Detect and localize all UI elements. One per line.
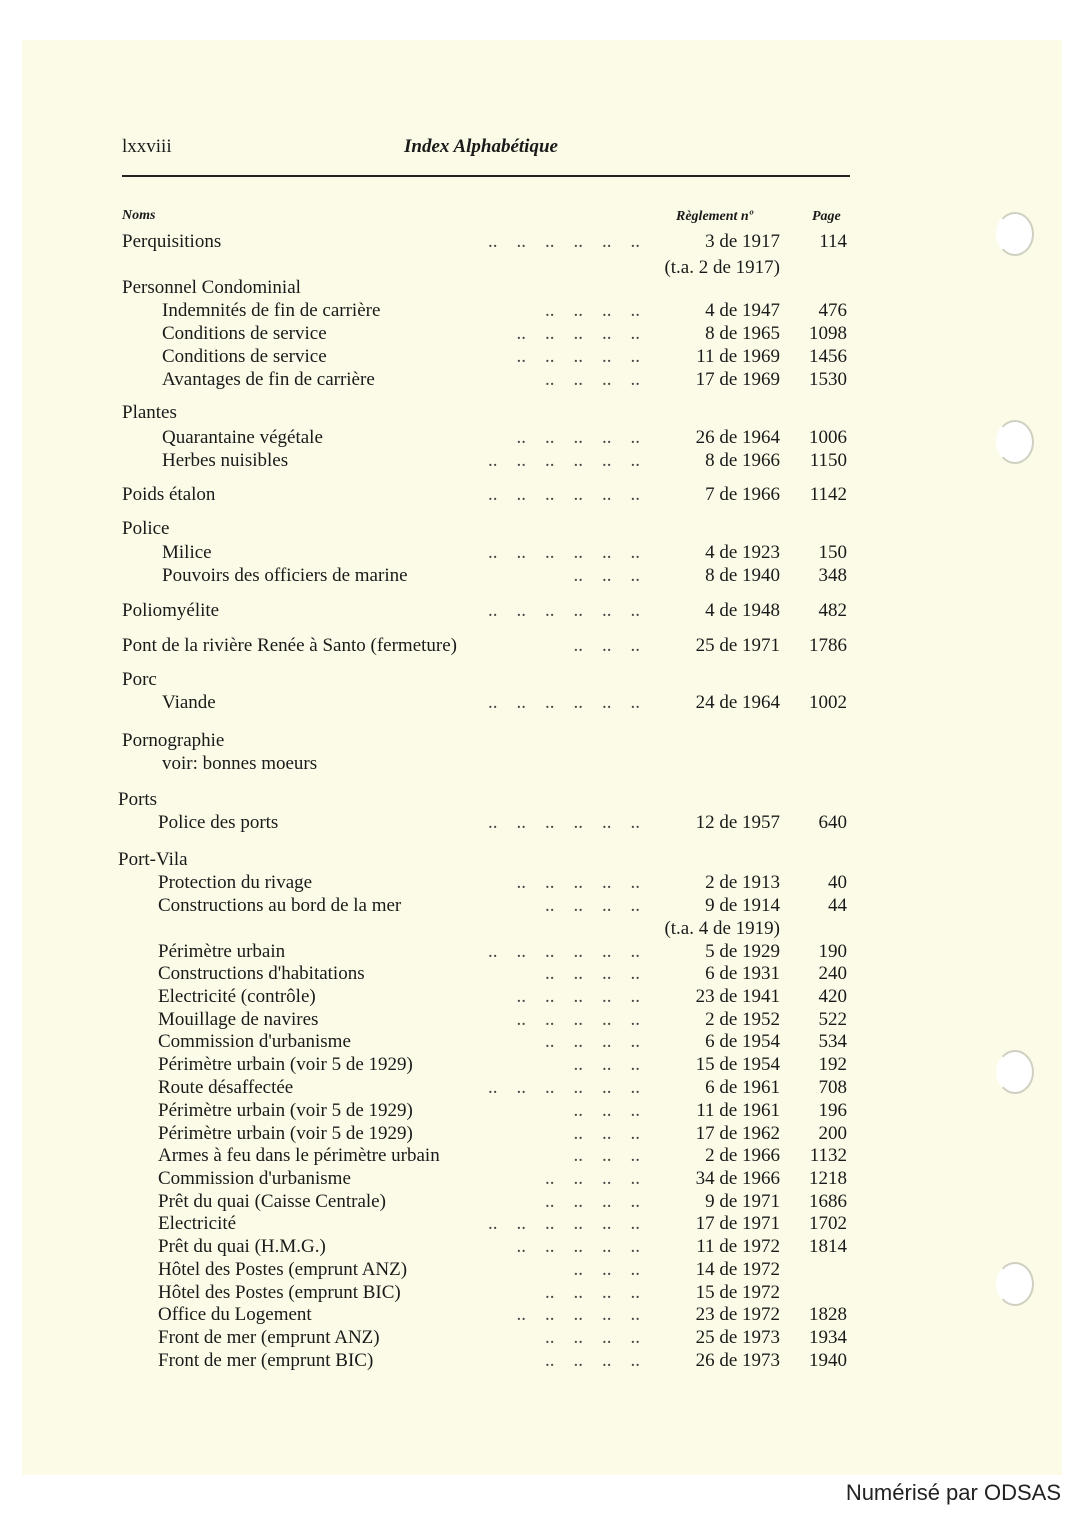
leader-dots: .. .. .. .. <box>535 300 640 321</box>
regulation-number: 8 de 1965 <box>705 323 780 344</box>
index-entry <box>0 564 1073 587</box>
index-entry <box>0 788 1073 811</box>
leader-dots: .. .. .. <box>564 1054 640 1075</box>
regulation-number: (t.a. 4 de 1919) <box>664 918 780 939</box>
page-number: 1142 <box>809 484 847 505</box>
entry-name: Prêt du quai (H.M.G.) <box>158 1236 326 1257</box>
regulation-number: 17 de 1969 <box>695 369 780 390</box>
regulation-number: 9 de 1914 <box>705 895 780 916</box>
regulation-number: 17 de 1962 <box>695 1123 780 1144</box>
regulation-number: 23 de 1941 <box>695 986 780 1007</box>
page-number: 708 <box>818 1077 847 1098</box>
index-entry <box>0 1212 1073 1235</box>
leader-dots: .. .. .. .. .. .. <box>478 600 640 621</box>
leader-dots: .. .. .. .. .. <box>507 1236 640 1257</box>
page-number: 1098 <box>809 323 847 344</box>
index-entry <box>0 668 1073 691</box>
entry-name: Route désaffectée <box>158 1077 294 1098</box>
leader-dots: .. .. .. .. <box>535 1282 640 1303</box>
column-header-page: Page <box>812 209 841 224</box>
entry-name: Electricité <box>158 1213 237 1234</box>
entry-name: Port-Vila <box>118 849 188 870</box>
page-number: 1456 <box>809 346 847 367</box>
column-header-regulation: Règlement nº <box>676 209 753 224</box>
regulation-number: 4 de 1923 <box>705 542 780 563</box>
leader-dots: .. .. .. <box>564 1145 640 1166</box>
index-entry <box>0 517 1073 540</box>
entry-name: Office du Logement <box>158 1304 312 1325</box>
leader-dots: .. .. .. .. <box>535 1327 640 1348</box>
entry-name: Front de mer (emprunt ANZ) <box>158 1327 380 1348</box>
entry-name: Poliomyélite <box>122 600 220 621</box>
page-number: 420 <box>818 986 847 1007</box>
index-entry <box>0 1349 1073 1372</box>
index-entry <box>0 691 1073 714</box>
regulation-number: 15 de 1954 <box>695 1054 780 1075</box>
index-entry <box>0 1053 1073 1076</box>
index-entry <box>0 1190 1073 1213</box>
regulation-number: 6 de 1931 <box>705 963 780 984</box>
leader-dots: .. .. .. <box>564 635 640 656</box>
leader-dots: .. .. .. .. .. .. <box>478 450 640 471</box>
leader-dots: .. .. .. .. .. .. <box>478 1077 640 1098</box>
running-head <box>122 136 850 166</box>
leader-dots: .. .. .. <box>564 1259 640 1280</box>
leader-dots: .. .. .. .. <box>535 1031 640 1052</box>
entry-name: Pornographie <box>122 730 225 751</box>
entry-name: voir: bonnes moeurs <box>162 753 318 774</box>
leader-dots: .. .. .. .. .. .. <box>478 231 640 252</box>
index-entry <box>0 634 1073 657</box>
page-number: 1530 <box>809 369 847 390</box>
entry-name: Conditions de service <box>162 323 327 344</box>
leader-dots: .. .. .. .. <box>535 1168 640 1189</box>
entry-name: Quarantaine végétale <box>162 427 323 448</box>
digitization-credit: Numérisé par ODSAS <box>845 1480 1061 1505</box>
page-number: 200 <box>818 1123 847 1144</box>
index-entry <box>0 811 1073 834</box>
page-number: 1940 <box>809 1350 847 1371</box>
index-entry <box>0 276 1073 299</box>
index-entry <box>0 401 1073 424</box>
index-entry <box>0 322 1073 345</box>
page-number: 196 <box>818 1100 847 1121</box>
page-number: 1686 <box>809 1191 847 1212</box>
page-number: 1702 <box>809 1213 847 1234</box>
leader-dots: .. .. .. .. <box>535 1191 640 1212</box>
index-entry <box>0 894 1073 917</box>
regulation-number: 25 de 1973 <box>695 1327 780 1348</box>
regulation-number: 7 de 1966 <box>705 484 780 505</box>
index-entry <box>0 1235 1073 1258</box>
leader-dots: .. .. .. .. <box>535 1350 640 1371</box>
index-entry <box>0 1303 1073 1326</box>
regulation-number: 24 de 1964 <box>695 692 780 713</box>
index-entry <box>0 230 1073 253</box>
index-entry <box>0 426 1073 449</box>
page-number: 1814 <box>809 1236 847 1257</box>
leader-dots: .. .. .. .. <box>535 369 640 390</box>
leader-dots: .. .. .. .. .. .. <box>478 484 640 505</box>
page-number: 1218 <box>809 1168 847 1189</box>
index-entry <box>0 1076 1073 1099</box>
index-entry <box>0 729 1073 752</box>
leader-dots: .. .. .. .. .. .. <box>478 692 640 713</box>
index-entry <box>0 345 1073 368</box>
page-number: 1002 <box>809 692 847 713</box>
entry-name: Avantages de fin de carrière <box>162 369 375 390</box>
entry-name: Périmètre urbain (voir 5 de 1929) <box>158 1100 413 1121</box>
leader-dots: .. .. .. .. .. <box>507 323 640 344</box>
regulation-number: 4 de 1948 <box>705 600 780 621</box>
leader-dots: .. .. .. .. .. .. <box>478 941 640 962</box>
leader-dots: .. .. .. .. .. .. <box>478 812 640 833</box>
entry-name: Porc <box>122 669 157 690</box>
regulation-number: (t.a. 2 de 1917) <box>664 257 780 278</box>
leader-dots: .. .. .. .. .. .. <box>478 1213 640 1234</box>
entry-name: Police des ports <box>158 812 279 833</box>
regulation-number: 8 de 1966 <box>705 450 780 471</box>
regulation-number: 26 de 1964 <box>695 427 780 448</box>
index-entry <box>0 985 1073 1008</box>
page-number: 534 <box>818 1031 847 1052</box>
page-number: 44 <box>828 895 847 916</box>
index-entry <box>0 940 1073 963</box>
regulation-number: 14 de 1972 <box>695 1259 780 1280</box>
index-entry <box>0 1326 1073 1349</box>
page-title: Index Alphabétique <box>404 136 558 157</box>
leader-dots: .. .. .. .. .. <box>507 346 640 367</box>
page-number: 40 <box>828 872 847 893</box>
entry-name: Personnel Condominial <box>122 277 301 298</box>
regulation-number: 4 de 1947 <box>705 300 780 321</box>
index-entry <box>0 449 1073 472</box>
page-number: 640 <box>818 812 847 833</box>
leader-dots: .. .. .. .. .. .. <box>478 542 640 563</box>
regulation-number: 3 de 1917 <box>705 231 780 252</box>
index-entry <box>0 1167 1073 1190</box>
page-number: 240 <box>818 963 847 984</box>
column-header-names: Noms <box>122 208 156 223</box>
entry-name: Armes à feu dans le périmètre urbain <box>158 1145 440 1166</box>
index-entry <box>0 599 1073 622</box>
entry-name: Plantes <box>122 402 177 423</box>
entry-name: Périmètre urbain <box>158 941 286 962</box>
entry-name: Commission d'urbanisme <box>158 1168 351 1189</box>
entry-name: Viande <box>162 692 216 713</box>
entry-name: Périmètre urbain (voir 5 de 1929) <box>158 1054 413 1075</box>
leader-dots: .. .. .. <box>564 1123 640 1144</box>
regulation-number: 8 de 1940 <box>705 565 780 586</box>
regulation-number: 2 de 1952 <box>705 1009 780 1030</box>
entry-name: Hôtel des Postes (emprunt BIC) <box>158 1282 401 1303</box>
page-number: 522 <box>818 1009 847 1030</box>
leader-dots: .. .. .. .. .. <box>507 1009 640 1030</box>
regulation-number: 15 de 1972 <box>695 1282 780 1303</box>
entry-name: Police <box>122 518 170 539</box>
index-entry <box>0 1030 1073 1053</box>
index-entry <box>0 299 1073 322</box>
page-number: 192 <box>818 1054 847 1075</box>
entry-name: Ports <box>118 789 158 810</box>
index-entry <box>0 483 1073 506</box>
page-number: 1828 <box>809 1304 847 1325</box>
entry-name: Constructions au bord de la mer <box>158 895 402 916</box>
index-entry <box>0 1099 1073 1122</box>
entry-name: Herbes nuisibles <box>162 450 289 471</box>
page-number: 348 <box>818 565 847 586</box>
leader-dots: .. .. .. <box>564 565 640 586</box>
regulation-number: 11 de 1972 <box>696 1236 780 1257</box>
regulation-number: 9 de 1971 <box>705 1191 780 1212</box>
index-entry <box>0 368 1073 391</box>
page-number: 150 <box>818 542 847 563</box>
entry-name: Front de mer (emprunt BIC) <box>158 1350 374 1371</box>
index-entry <box>0 1258 1073 1281</box>
index-entry <box>0 1008 1073 1031</box>
entry-name: Perquisitions <box>122 231 222 252</box>
page-number: 1786 <box>809 635 847 656</box>
entry-name: Périmètre urbain (voir 5 de 1929) <box>158 1123 413 1144</box>
header-rule <box>122 175 850 177</box>
leader-dots: .. .. .. .. .. <box>507 986 640 1007</box>
entry-name: Indemnités de fin de carrière <box>162 300 381 321</box>
page-number: 476 <box>818 300 847 321</box>
leader-dots: .. .. .. <box>564 1100 640 1121</box>
page-number: 114 <box>819 231 847 252</box>
leader-dots: .. .. .. .. <box>535 895 640 916</box>
entry-name: Conditions de service <box>162 346 327 367</box>
entry-name: Commission d'urbanisme <box>158 1031 351 1052</box>
page-number: 1934 <box>809 1327 847 1348</box>
page-folio: lxxviii <box>122 136 172 157</box>
index-entry <box>0 1122 1073 1145</box>
index-entry <box>0 1281 1073 1304</box>
regulation-number: 11 de 1961 <box>696 1100 780 1121</box>
index-entry <box>0 848 1073 871</box>
leader-dots: .. .. .. .. .. <box>507 1304 640 1325</box>
index-entry <box>0 541 1073 564</box>
leader-dots: .. .. .. .. .. <box>507 427 640 448</box>
entry-name: Protection du rivage <box>158 872 313 893</box>
regulation-number: 12 de 1957 <box>695 812 780 833</box>
regulation-number: 17 de 1971 <box>695 1213 780 1234</box>
entry-name: Pont de la rivière Renée à Santo (fermeture) <box>122 635 457 656</box>
page-number: 1150 <box>809 450 847 471</box>
page-number: 190 <box>818 941 847 962</box>
entry-name: Prêt du quai (Caisse Centrale) <box>158 1191 386 1212</box>
index-entry <box>0 752 1073 775</box>
regulation-number: 6 de 1961 <box>705 1077 780 1098</box>
entry-name: Milice <box>162 542 212 563</box>
page-number: 482 <box>818 600 847 621</box>
entry-name: Hôtel des Postes (emprunt ANZ) <box>158 1259 408 1280</box>
entry-name: Constructions d'habitations <box>158 963 365 984</box>
leader-dots: .. .. .. .. .. <box>507 872 640 893</box>
regulation-number: 5 de 1929 <box>705 941 780 962</box>
regulation-number: 23 de 1972 <box>695 1304 780 1325</box>
regulation-number: 26 de 1973 <box>695 1350 780 1371</box>
regulation-number: 2 de 1913 <box>705 872 780 893</box>
leader-dots: .. .. .. .. <box>535 963 640 984</box>
index-entry <box>0 871 1073 894</box>
entry-name: Electricité (contrôle) <box>158 986 316 1007</box>
regulation-number: 25 de 1971 <box>695 635 780 656</box>
entry-name: Pouvoirs des officiers de marine <box>162 565 408 586</box>
entry-name: Poids étalon <box>122 484 216 505</box>
index-entry <box>0 962 1073 985</box>
regulation-number: 6 de 1954 <box>705 1031 780 1052</box>
regulation-number: 2 de 1966 <box>705 1145 780 1166</box>
regulation-number: 34 de 1966 <box>695 1168 780 1189</box>
page-number: 1006 <box>809 427 847 448</box>
entry-name: Mouillage de navires <box>158 1009 319 1030</box>
regulation-number: 11 de 1969 <box>696 346 780 367</box>
index-entry <box>0 917 1073 940</box>
index-entry <box>0 1144 1073 1167</box>
page-number: 1132 <box>809 1145 847 1166</box>
